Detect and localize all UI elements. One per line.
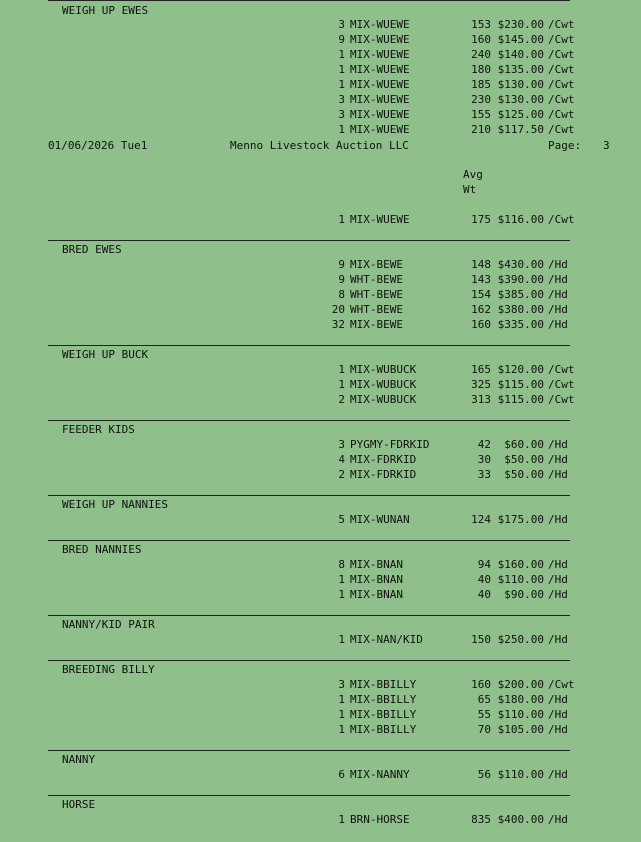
- row-avg-wt: 240: [471, 48, 491, 61]
- row-unit: /Hd: [548, 288, 568, 301]
- row-price: $105.00: [497, 723, 544, 736]
- row-qty: 9: [338, 33, 345, 46]
- table-row: [0, 453, 641, 467]
- column-header-wt: Wt: [463, 183, 477, 196]
- row-desc: MIX-BEWE: [350, 318, 403, 331]
- row-avg-wt: 154: [471, 288, 491, 301]
- row-qty: 3: [338, 18, 345, 31]
- table-row: [0, 363, 641, 377]
- row-unit: /Cwt: [548, 78, 575, 91]
- row-qty: 1: [338, 123, 345, 136]
- table-row: [0, 633, 641, 647]
- section-divider: [48, 615, 570, 616]
- row-price: $385.00: [497, 288, 544, 301]
- table-row: [0, 468, 641, 482]
- table-row: [0, 693, 641, 707]
- row-avg-wt: 155: [471, 108, 491, 121]
- row-qty: 2: [338, 393, 345, 406]
- table-row: [0, 48, 641, 62]
- row-price: $130.00: [497, 93, 544, 106]
- row-qty: 1: [338, 378, 345, 391]
- row-qty: 1: [338, 813, 345, 826]
- row-price: $140.00: [497, 48, 544, 61]
- table-row: [0, 708, 641, 722]
- row-avg-wt: 180: [471, 63, 491, 76]
- section-divider: [48, 750, 570, 751]
- row-unit: /Cwt: [548, 678, 575, 691]
- section-divider: [48, 0, 570, 1]
- row-unit: /Cwt: [548, 33, 575, 46]
- section-divider: [48, 495, 570, 496]
- row-unit: /Cwt: [548, 378, 575, 391]
- category-title-bred-ewes: BRED EWES: [62, 243, 122, 256]
- row-unit: /Hd: [548, 573, 568, 586]
- row-price: $50.00: [504, 453, 544, 466]
- row-desc: MIX-BBILLY: [350, 678, 417, 691]
- row-qty: 6: [338, 768, 345, 781]
- row-price: $250.00: [497, 633, 544, 646]
- table-row: [0, 303, 641, 317]
- row-price: $335.00: [497, 318, 544, 331]
- row-price: $60.00: [504, 438, 544, 451]
- row-price: $135.00: [497, 63, 544, 76]
- row-price: $110.00: [497, 708, 544, 721]
- row-qty: 1: [338, 633, 345, 646]
- row-unit: /Hd: [548, 513, 568, 526]
- page-number: 3: [603, 139, 610, 152]
- table-row: [0, 558, 641, 572]
- row-avg-wt: 160: [471, 318, 491, 331]
- row-qty: 1: [338, 63, 345, 76]
- row-desc: MIX-BEWE: [350, 258, 403, 271]
- row-price: $117.50: [497, 123, 544, 136]
- row-avg-wt: 148: [471, 258, 491, 271]
- row-desc: WHT-BEWE: [350, 273, 403, 286]
- row-qty: 3: [338, 93, 345, 106]
- row-qty: 8: [338, 288, 345, 301]
- row-avg-wt: 42: [477, 438, 491, 451]
- row-price: $90.00: [504, 588, 544, 601]
- table-row: [0, 768, 641, 782]
- table-row: [0, 213, 641, 227]
- company-name: Menno Livestock Auction LLC: [230, 139, 409, 152]
- row-price: $175.00: [497, 513, 544, 526]
- row-unit: /Cwt: [548, 18, 575, 31]
- row-unit: /Hd: [548, 453, 568, 466]
- row-avg-wt: 33: [477, 468, 491, 481]
- row-unit: /Hd: [548, 303, 568, 316]
- row-desc: MIX-BBILLY: [350, 723, 417, 736]
- table-row: [0, 438, 641, 452]
- row-qty: 9: [338, 273, 345, 286]
- row-price: $125.00: [497, 108, 544, 121]
- category-title-weigh-up-buck: WEIGH UP BUCK: [62, 348, 149, 361]
- page-label: Page:: [548, 139, 582, 152]
- row-avg-wt: 153: [471, 18, 491, 31]
- row-qty: 32: [331, 318, 345, 331]
- row-qty: 1: [338, 573, 345, 586]
- category-title-nanny-kid-pair: NANNY/KID PAIR: [62, 618, 155, 631]
- category-title-breeding-billy: BREEDING BILLY: [62, 663, 155, 676]
- row-avg-wt: 165: [471, 363, 491, 376]
- row-unit: /Cwt: [548, 363, 575, 376]
- row-desc: WHT-BEWE: [350, 303, 403, 316]
- row-desc: MIX-WUBUCK: [350, 378, 417, 391]
- category-title-nanny: NANNY: [62, 753, 96, 766]
- row-qty: 2: [338, 468, 345, 481]
- table-row: [0, 513, 641, 527]
- row-qty: 8: [338, 558, 345, 571]
- row-price: $400.00: [497, 813, 544, 826]
- row-avg-wt: 124: [471, 513, 491, 526]
- row-unit: /Cwt: [548, 108, 575, 121]
- category-title-weigh-up-nannies: WEIGH UP NANNIES: [62, 498, 168, 511]
- table-row: [0, 258, 641, 272]
- row-desc: MIX-WUEWE: [350, 123, 410, 136]
- row-price: $160.00: [497, 558, 544, 571]
- row-price: $380.00: [497, 303, 544, 316]
- row-desc: MIX-BNAN: [350, 588, 403, 601]
- row-avg-wt: 230: [471, 93, 491, 106]
- table-row: [0, 723, 641, 737]
- row-desc: MIX-WUEWE: [350, 33, 410, 46]
- row-desc: MIX-BNAN: [350, 558, 403, 571]
- row-avg-wt: 160: [471, 678, 491, 691]
- row-qty: 3: [338, 108, 345, 121]
- column-header-avg: Avg: [463, 168, 483, 181]
- row-price: $180.00: [497, 693, 544, 706]
- row-desc: MIX-WUBUCK: [350, 393, 417, 406]
- table-row: [0, 78, 641, 92]
- section-divider: [48, 795, 570, 796]
- row-avg-wt: 150: [471, 633, 491, 646]
- row-price: $115.00: [497, 378, 544, 391]
- row-unit: /Cwt: [548, 213, 575, 226]
- row-price: $390.00: [497, 273, 544, 286]
- row-avg-wt: 210: [471, 123, 491, 136]
- row-unit: /Hd: [548, 318, 568, 331]
- table-row: [0, 813, 641, 827]
- table-row: [0, 678, 641, 692]
- row-unit: /Hd: [548, 258, 568, 271]
- row-avg-wt: 160: [471, 33, 491, 46]
- row-desc: MIX-BBILLY: [350, 693, 417, 706]
- category-title-horse: HORSE: [62, 798, 96, 811]
- row-avg-wt: 313: [471, 393, 491, 406]
- table-row: [0, 18, 641, 32]
- row-unit: /Hd: [548, 273, 568, 286]
- row-avg-wt: 55: [477, 708, 491, 721]
- row-price: $116.00: [497, 213, 544, 226]
- row-price: $110.00: [497, 768, 544, 781]
- row-price: $430.00: [497, 258, 544, 271]
- row-avg-wt: 835: [471, 813, 491, 826]
- row-unit: /Hd: [548, 588, 568, 601]
- category-title-weigh-up-ewes: WEIGH UP EWES: [62, 4, 149, 17]
- row-desc: MIX-WUBUCK: [350, 363, 417, 376]
- row-qty: 1: [338, 693, 345, 706]
- row-unit: /Hd: [548, 438, 568, 451]
- row-qty: 20: [331, 303, 345, 316]
- row-price: $145.00: [497, 33, 544, 46]
- row-unit: /Hd: [548, 768, 568, 781]
- row-avg-wt: 65: [477, 693, 491, 706]
- row-desc: MIX-NANNY: [350, 768, 410, 781]
- row-avg-wt: 70: [477, 723, 491, 736]
- row-avg-wt: 185: [471, 78, 491, 91]
- row-unit: /Cwt: [548, 393, 575, 406]
- table-row: [0, 123, 641, 137]
- row-desc: MIX-WUEWE: [350, 93, 410, 106]
- table-row: [0, 93, 641, 107]
- row-desc: MIX-BNAN: [350, 573, 403, 586]
- row-avg-wt: 143: [471, 273, 491, 286]
- row-unit: /Hd: [548, 558, 568, 571]
- row-qty: 5: [338, 513, 345, 526]
- row-desc: MIX-WUNAN: [350, 513, 410, 526]
- row-qty: 1: [338, 48, 345, 61]
- table-row: [0, 33, 641, 47]
- row-unit: /Hd: [548, 813, 568, 826]
- table-row: [0, 63, 641, 77]
- table-row: [0, 378, 641, 392]
- row-unit: /Cwt: [548, 93, 575, 106]
- row-price: $110.00: [497, 573, 544, 586]
- row-unit: /Cwt: [548, 123, 575, 136]
- section-divider: [48, 345, 570, 346]
- row-qty: 9: [338, 258, 345, 271]
- table-row: [0, 573, 641, 587]
- row-desc: MIX-WUEWE: [350, 18, 410, 31]
- row-unit: /Hd: [548, 693, 568, 706]
- row-avg-wt: 325: [471, 378, 491, 391]
- row-desc: MIX-BBILLY: [350, 708, 417, 721]
- report-date: 01/06/2026 Tue1: [48, 139, 148, 152]
- row-desc: MIX-WUEWE: [350, 108, 410, 121]
- row-desc: BRN-HORSE: [350, 813, 410, 826]
- row-price: $50.00: [504, 468, 544, 481]
- table-row: [0, 588, 641, 602]
- table-row: [0, 288, 641, 302]
- row-price: $200.00: [497, 678, 544, 691]
- row-unit: /Cwt: [548, 48, 575, 61]
- row-qty: 1: [338, 723, 345, 736]
- row-price: $230.00: [497, 18, 544, 31]
- row-price: $130.00: [497, 78, 544, 91]
- row-avg-wt: 175: [471, 213, 491, 226]
- row-avg-wt: 40: [477, 588, 491, 601]
- row-unit: /Cwt: [548, 63, 575, 76]
- row-price: $120.00: [497, 363, 544, 376]
- section-divider: [48, 540, 570, 541]
- row-qty: 1: [338, 708, 345, 721]
- row-qty: 4: [338, 453, 345, 466]
- row-avg-wt: 94: [477, 558, 491, 571]
- category-title-bred-nannies: BRED NANNIES: [62, 543, 142, 556]
- row-unit: /Hd: [548, 468, 568, 481]
- row-qty: 1: [338, 78, 345, 91]
- table-row: [0, 273, 641, 287]
- row-qty: 1: [338, 213, 345, 226]
- row-unit: /Hd: [548, 633, 568, 646]
- table-row: [0, 393, 641, 407]
- table-row: [0, 108, 641, 122]
- row-desc: MIX-WUEWE: [350, 48, 410, 61]
- row-qty: 1: [338, 363, 345, 376]
- row-avg-wt: 56: [477, 768, 491, 781]
- category-title-feeder-kids: FEEDER KIDS: [62, 423, 135, 436]
- row-price: $115.00: [497, 393, 544, 406]
- row-avg-wt: 40: [477, 573, 491, 586]
- row-desc: MIX-NAN/KID: [350, 633, 423, 646]
- section-divider: [48, 660, 570, 661]
- row-qty: 1: [338, 588, 345, 601]
- row-avg-wt: 30: [477, 453, 491, 466]
- row-unit: /Hd: [548, 723, 568, 736]
- row-desc: MIX-WUEWE: [350, 213, 410, 226]
- row-desc: PYGMY-FDRKID: [350, 438, 430, 451]
- row-desc: MIX-FDRKID: [350, 453, 417, 466]
- row-desc: MIX-FDRKID: [350, 468, 417, 481]
- table-row: [0, 318, 641, 332]
- row-desc: WHT-BEWE: [350, 288, 403, 301]
- row-desc: MIX-WUEWE: [350, 63, 410, 76]
- row-qty: 3: [338, 438, 345, 451]
- section-divider: [48, 240, 570, 241]
- row-unit: /Hd: [548, 708, 568, 721]
- section-divider: [48, 420, 570, 421]
- row-desc: MIX-WUEWE: [350, 78, 410, 91]
- row-qty: 3: [338, 678, 345, 691]
- row-avg-wt: 162: [471, 303, 491, 316]
